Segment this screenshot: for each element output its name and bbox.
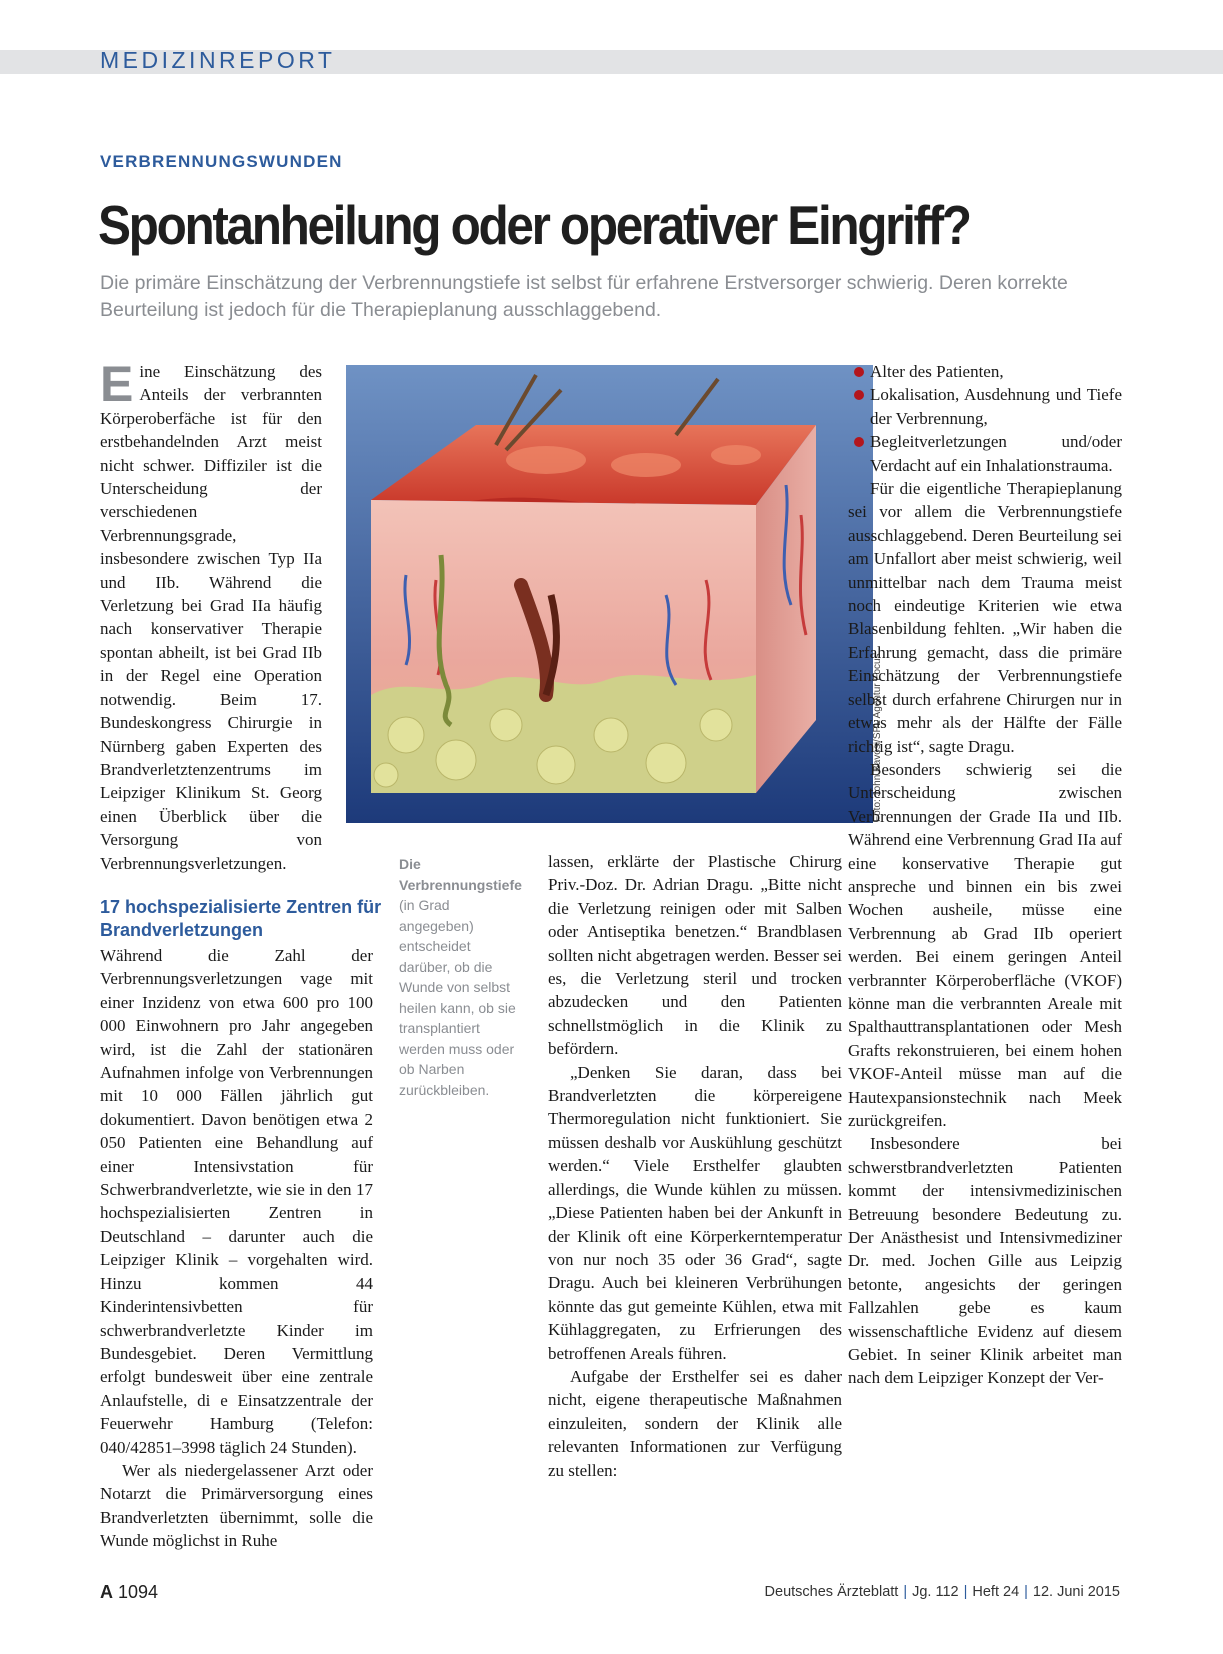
caption-text: (in Grad angegeben) entscheidet darüber, ob die Wunde von selbst heilen kann, ob sie transplantiert werden muss oder ob Narben zurückbleiben. <box>399 897 516 1098</box>
intro-text: ine Einschätzung des Anteils der verbrannten Körperoberfäche ist für den erstbehandelnden Arzt meist nicht schwer. Diffiziler ist die Unterscheidung der verschiedenen Verbrennungsgrade, insbesondere zwischen Typ IIa und IIb. Während die Verletzung bei Grad IIa häufig nach konservativer Therapie spontan abheilt, ist bei Grad IIb in der Regel eine Operation notwendig. Beim 17. Bundeskongress Chirurgie in Nürnberg gaben Experten des Brandverletztenzentrums im Leipziger Klinikum St. Georg einen Überblick über die Versorgung von Verbrennungsverletzungen. <box>100 362 322 873</box>
article-title: Spontanheilung oder operativer Eingriff? <box>98 194 970 256</box>
bullet-item: Begleitverletzungen und/oder Verdacht auf ein Inhalationstrauma. <box>848 430 1122 477</box>
section-label: MEDIZINREPORT <box>100 47 336 73</box>
paragraph: Für die eigentliche Therapieplanung sei vor allem die Verbrennungstiefe ausschlaggebend. Deren Beurteilung sei am Unfallort aber meist schwierig, weil unmittelbar nach dem Trauma meist noch eindeutige Kriterien wie etwa Blasenbildung fehlten. „Wir haben die Erfahrung gemacht, dass die primäre Einschätzung der Verbrennungstiefe selbst durch erfahrene Chirurgen nur in etwas mehr als der Hälfte der Fälle richtig ist“, sagte Dragu. <box>848 479 1122 756</box>
paragraph: Aufgabe der Ersthelfer sei es daher nicht, eigene therapeutische Maßnahmen einzuleiten, sondern der Klinik alle relevanten Informationen zur Verfügung zu stellen: <box>548 1366 842 1480</box>
figure-caption <box>399 854 524 1100</box>
caption-lead: Die Verbrennungstiefe <box>399 856 522 893</box>
separator: | <box>903 1584 908 1600</box>
column-3 <box>548 850 842 1482</box>
article-kicker: VERBRENNUNGSWUNDEN <box>100 152 343 171</box>
journal-name: Deutsches Ärzteblatt <box>764 1584 899 1600</box>
paragraph: „Denken Sie daran, dass bei Brandverletzten die körpereigene Thermoregulation nicht funktioniert. Sie müssen deshalb vor Auskühlung geschützt werden.“ Viele Ersthelfer glaubten allerdings, die Wunde kühlen zu müssen. „Diese Patienten haben bei der Ankunft in der Klinik oft eine Körperkerntemperatur von nur noch 35 oder 36 Grad“, sagte Dragu. Auch bei kleineren Verbrühungen könnte das gut gemeinte Kühlen, etwa mit Kühlaggregaten, zu Erfrierungen des betroffenen Areals führen. <box>548 1062 842 1363</box>
paragraph: Wer als niedergelassener Arzt oder Notarzt die Primärversorgung eines Brandverletzten übernimmt, solle die Wunde möglichst in Ruhe <box>100 1460 373 1551</box>
article-lead: Die primäre Einschätzung der Verbrennungstiefe ist selbst für erfahrene Erstversorger schwierig. Deren korrekte Beurteilung ist jedoch für die Therapieplanung ausschlaggebend. <box>100 272 1068 321</box>
bullet-item: Alter des Patienten, <box>848 360 1122 383</box>
paragraph: Während die Zahl der Verbrennungsverletzungen vage mit einer Inzidenz von etwa 600 pro 100 000 Einwohnern pro Jahr angegeben wird, ist die Zahl der stationären Aufnahmen infolge von Verbrennungen mit 10 000 Fällen jährlich gut dokumentiert. Davon benötigen etwa 2 050 Patienten eine Behandlung auf einer Intensivstation für Schwerbrandverletzte, wie sie in den 17 hochspezialisierten Zentren in Deutschland – darunter auch die Leipziger Klinik – vorgehalten wird. Hinzu kommen 44 Kinderintensivbetten für schwerbrandverletzte Kinder im Bundesgebiet. Deren Vermittlung erfolgt bundesweit über eine zentrale Anlaufstelle, di e Einsatzzentrale der Feuerwehr Hamburg (Telefon: 040/42851–3998 täglich 24 Stunden). <box>100 946 373 1457</box>
issue: Heft 24 <box>972 1584 1020 1600</box>
bullet-item: Lokalisation, Ausdehnung und Tiefe der Verbrennung, <box>848 383 1122 430</box>
column-1 <box>100 944 373 1553</box>
separator: | <box>963 1584 968 1600</box>
intro-paragraph <box>100 356 322 875</box>
photo-credit: Foto: John Bavosi/SPL Agentur Focus <box>872 653 883 822</box>
page-prefix: A <box>100 1582 113 1602</box>
page-number-value: 1094 <box>118 1582 159 1602</box>
volume: Jg. 112 <box>912 1584 959 1600</box>
skin-burn-cross-section-image <box>346 365 873 823</box>
publication-info <box>765 1584 1120 1600</box>
dropcap: E <box>100 356 134 412</box>
subheading: 17 hochspezialisierte Zentren für Brandverletzungen <box>100 897 382 940</box>
info-bullet-list <box>848 360 1122 477</box>
paragraph: Insbesondere bei schwerstbrandverletzten Patienten kommt der intensivmedizinischen Betreuung besondere Bedeutung zu. Der Anästhesist und Intensivmediziner Dr. med. Jochen Gille aus Leipzig betonte, angesichts der geringen Fallzahlen gebe es kaum wissenschaftliche Evidenz auf diesem Gebiet. In seiner Klinik arbeitet man nach dem Leipziger Konzept der Ver- <box>848 1134 1122 1388</box>
paragraph: Besonders schwierig sei die Unterscheidung zwischen Verbrennungen der Grade IIa und IIb. Während eine Verbrennung Grad IIa auf eine konservative Therapie gut anspreche und binnen ein bis zwei Wochen ausheile, müsse eine Verbrennung ab Grad IIb operiert werden. Bei einem geringen Anteil verbrannter Körperoberfläche (VKOF) könne man die verbrannten Areale mit Spalthauttransplantationen oder Mesh Grafts rekonstruieren, bei einem hohen VKOF-Anteil müsse man auf die Hautexpansionstechnik nach Meek zurückgreifen. <box>848 759 1122 1130</box>
intro-column <box>100 356 322 875</box>
paragraph: lassen, erklärte der Plastische Chirurg Priv.-Doz. Dr. Adrian Dragu. „Bitte nicht die Verletzung reinigen oder mit Salben oder Antiseptika benetzen.“ Brandblasen sollten nicht abgetragen werden. Besser sei es, die Verletzung steril und trocken abzudecken und den Patienten schnellstmöglich in die Klinik zu befördern. <box>548 852 842 1059</box>
issue-date: 12. Juni 2015 <box>1032 1584 1120 1600</box>
separator: | <box>1024 1584 1028 1600</box>
column-4 <box>848 360 1122 1390</box>
burn-depth-illustration <box>346 365 873 823</box>
page-number <box>100 1582 158 1603</box>
